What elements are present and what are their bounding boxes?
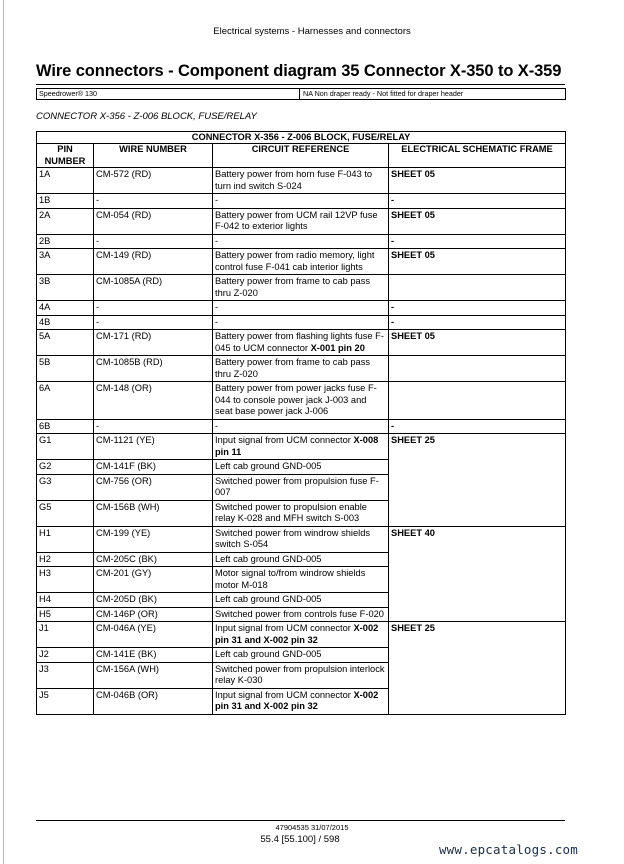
table-row bbox=[37, 234, 566, 249]
document-code: 47904535 31/07/2015 bbox=[275, 823, 349, 832]
circuit-cell bbox=[213, 382, 389, 420]
circuit-text: Switched power to propulsion enable relay K-028 and MFH switch S-003 bbox=[215, 501, 367, 523]
wire-cell: CM-156A (WH) bbox=[94, 662, 213, 688]
schematic-frame-cell bbox=[389, 356, 566, 382]
wire-cell: CM-205C (BK) bbox=[94, 552, 213, 567]
wire-cell: - bbox=[94, 315, 213, 330]
schematic-frame-cell: SHEET 05 bbox=[389, 249, 566, 275]
table-row bbox=[37, 434, 566, 460]
circuit-cell bbox=[213, 622, 389, 648]
pin-cell: 6B bbox=[37, 419, 94, 434]
pin-cell: 3B bbox=[37, 275, 94, 301]
schematic-frame-cell bbox=[389, 275, 566, 301]
wire-cell: CM-205D (BK) bbox=[94, 593, 213, 608]
circuit-text: Battery power from frame to cab pass thru Z-020 bbox=[215, 276, 371, 298]
schematic-frame-cell: SHEET 05 bbox=[389, 330, 566, 356]
watermark-text: www.epcatalogs.com bbox=[438, 842, 578, 857]
pin-cell: H3 bbox=[37, 567, 94, 593]
pin-cell: 2A bbox=[37, 208, 94, 234]
pin-cell: H5 bbox=[37, 607, 94, 622]
pin-cell: G1 bbox=[37, 434, 94, 460]
circuit-text: Battery power from horn fuse F-043 to turn ind switch S-024 bbox=[215, 169, 373, 191]
table-row bbox=[37, 208, 566, 234]
circuit-cell bbox=[213, 275, 389, 301]
circuit-cell bbox=[213, 168, 389, 194]
section-heading: CONNECTOR X-356 - Z-006 BLOCK, FUSE/RELAY bbox=[36, 111, 257, 122]
table-row bbox=[37, 526, 566, 552]
wire-cell: CM-171 (RD) bbox=[94, 330, 213, 356]
page-title: Wire connectors - Component diagram 35 Connector X-350 to X-359 bbox=[36, 62, 562, 80]
wire-cell: - bbox=[94, 194, 213, 209]
schematic-frame-cell: - bbox=[389, 194, 566, 209]
pin-cell: 4A bbox=[37, 301, 94, 316]
table-row bbox=[37, 622, 566, 648]
circuit-cell bbox=[213, 460, 389, 475]
wire-cell: CM-148 (OR) bbox=[94, 382, 213, 420]
circuit-text: Battery power from radio memory, light control fuse F-041 cab interior lights bbox=[215, 250, 375, 272]
circuit-cell bbox=[213, 552, 389, 567]
schematic-frame-cell: - bbox=[389, 234, 566, 249]
pin-cell: 1A bbox=[37, 168, 94, 194]
wire-cell: CM-572 (RD) bbox=[94, 168, 213, 194]
page-left-border bbox=[3, 0, 4, 864]
pin-cell: 4B bbox=[37, 315, 94, 330]
circuit-text: Switched power from controls fuse F-020 bbox=[215, 608, 384, 619]
circuit-text: - bbox=[215, 195, 219, 205]
wire-cell: CM-1085B (RD) bbox=[94, 356, 213, 382]
table-row bbox=[37, 275, 566, 301]
pin-cell: J1 bbox=[37, 622, 94, 648]
circuit-cell bbox=[213, 593, 389, 608]
circuit-cell bbox=[213, 194, 389, 209]
circuit-text: Battery power from frame to cab pass thru Z-020 bbox=[215, 357, 371, 379]
circuit-cell bbox=[213, 474, 389, 500]
pin-cell: 2B bbox=[37, 234, 94, 249]
pin-cell: H4 bbox=[37, 593, 94, 608]
wire-cell: CM-756 (OR) bbox=[94, 474, 213, 500]
column-header-circuit: CIRCUIT REFERENCE bbox=[213, 144, 389, 168]
schematic-frame-cell: - bbox=[389, 315, 566, 330]
pin-cell: G5 bbox=[37, 500, 94, 526]
schematic-frame-cell: SHEET 25 bbox=[389, 622, 566, 715]
connector-table bbox=[36, 131, 566, 715]
column-header-pin: PIN NUMBER bbox=[37, 144, 94, 168]
schematic-frame-cell: SHEET 05 bbox=[389, 168, 566, 194]
column-header-wire: WIRE NUMBER bbox=[94, 144, 213, 168]
pin-cell: J5 bbox=[37, 688, 94, 714]
table-row bbox=[37, 419, 566, 434]
pin-cell: H1 bbox=[37, 526, 94, 552]
circuit-connector-ref: X-001 pin 20 bbox=[310, 342, 365, 353]
circuit-cell bbox=[213, 607, 389, 622]
configuration-note: NA Non draper ready - Not fitted for draper header bbox=[299, 89, 567, 99]
circuit-connector-ref: X-008 pin 11 bbox=[215, 435, 379, 457]
table-row bbox=[37, 301, 566, 316]
wire-cell: CM-054 (RD) bbox=[94, 208, 213, 234]
wire-cell: CM-199 (YE) bbox=[94, 526, 213, 552]
wire-cell: CM-141F (BK) bbox=[94, 460, 213, 475]
circuit-cell bbox=[213, 526, 389, 552]
circuit-text: Left cab ground GND-005 bbox=[215, 461, 322, 471]
table-row bbox=[37, 249, 566, 275]
schematic-frame-cell: - bbox=[389, 419, 566, 434]
page-number: 55.4 [55.100] / 598 bbox=[260, 834, 340, 845]
circuit-text: - bbox=[215, 302, 219, 312]
circuit-cell bbox=[213, 356, 389, 382]
circuit-text: Battery power from flashing lights fuse F-045 to UCM connector bbox=[215, 331, 384, 353]
schematic-frame-cell: SHEET 25 bbox=[389, 434, 566, 527]
table-row bbox=[37, 330, 566, 356]
circuit-cell bbox=[213, 330, 389, 356]
schematic-frame-cell: SHEET 40 bbox=[389, 526, 566, 622]
footer-rule bbox=[36, 820, 565, 821]
circuit-cell bbox=[213, 688, 389, 714]
circuit-cell bbox=[213, 567, 389, 593]
pin-cell: H2 bbox=[37, 552, 94, 567]
circuit-cell bbox=[213, 301, 389, 316]
circuit-connector-ref: X-002 pin 31 and X-002 pin 32 bbox=[215, 623, 379, 645]
circuit-cell bbox=[213, 234, 389, 249]
pin-cell: 5A bbox=[37, 330, 94, 356]
table-row bbox=[37, 356, 566, 382]
circuit-text: Switched power from propulsion interlock relay K-030 bbox=[215, 663, 385, 685]
wire-cell: CM-1085A (RD) bbox=[94, 275, 213, 301]
table-row bbox=[37, 168, 566, 194]
pin-cell: G3 bbox=[37, 474, 94, 500]
model-name: Speedrower® 130 bbox=[39, 89, 98, 98]
wire-cell: - bbox=[94, 234, 213, 249]
wire-cell: CM-1121 (YE) bbox=[94, 434, 213, 460]
circuit-cell bbox=[213, 208, 389, 234]
circuit-text: - bbox=[215, 235, 219, 246]
circuit-cell bbox=[213, 249, 389, 275]
circuit-cell bbox=[213, 648, 389, 663]
wire-cell: CM-046B (OR) bbox=[94, 688, 213, 714]
circuit-cell bbox=[213, 662, 389, 688]
model-info-bar bbox=[36, 88, 566, 100]
table-body bbox=[37, 168, 566, 715]
circuit-text: - bbox=[215, 420, 219, 431]
circuit-text: Input signal from UCM connector bbox=[215, 435, 354, 445]
schematic-frame-cell bbox=[389, 382, 566, 420]
circuit-text: Left cab ground GND-005 bbox=[215, 649, 322, 659]
circuit-text: Battery power from UCM rail 12VP fuse F-042 to exterior lights bbox=[215, 209, 378, 231]
wire-cell: CM-156B (WH) bbox=[94, 500, 213, 526]
schematic-frame-cell: - bbox=[389, 301, 566, 316]
wire-cell: CM-046A (YE) bbox=[94, 622, 213, 648]
circuit-text: Left cab ground GND-005 bbox=[215, 594, 322, 604]
wire-cell: - bbox=[94, 301, 213, 316]
circuit-cell bbox=[213, 419, 389, 434]
table-caption: CONNECTOR X-356 - Z-006 BLOCK, FUSE/RELAY bbox=[37, 132, 566, 144]
wire-cell: CM-141E (BK) bbox=[94, 648, 213, 663]
circuit-cell bbox=[213, 315, 389, 330]
circuit-text: - bbox=[215, 316, 219, 327]
column-header-schematic: ELECTRICAL SCHEMATIC FRAME bbox=[389, 144, 566, 168]
table-row bbox=[37, 194, 566, 209]
title-underline bbox=[36, 84, 565, 85]
circuit-text: Motor signal to/from windrow shields motor M-018 bbox=[215, 568, 366, 590]
pin-cell: G2 bbox=[37, 460, 94, 475]
circuit-text: Input signal from UCM connector bbox=[215, 689, 354, 700]
pin-cell: 1B bbox=[37, 194, 94, 209]
wire-cell: CM-201 (GY) bbox=[94, 567, 213, 593]
circuit-cell bbox=[213, 434, 389, 460]
pin-cell: J3 bbox=[37, 662, 94, 688]
wire-cell: CM-149 (RD) bbox=[94, 249, 213, 275]
table-row bbox=[37, 315, 566, 330]
wire-cell: - bbox=[94, 419, 213, 434]
pin-cell: 5B bbox=[37, 356, 94, 382]
circuit-text: Left cab ground GND-005 bbox=[215, 553, 322, 564]
circuit-connector-ref: X-002 pin 31 and X-002 pin 32 bbox=[215, 689, 379, 711]
pin-cell: 6A bbox=[37, 382, 94, 420]
table-row bbox=[37, 382, 566, 420]
running-header: Electrical systems - Harnesses and connectors bbox=[213, 26, 411, 37]
schematic-frame-cell: SHEET 05 bbox=[389, 208, 566, 234]
pin-cell: J2 bbox=[37, 648, 94, 663]
pin-cell: 3A bbox=[37, 249, 94, 275]
wire-cell: CM-146P (OR) bbox=[94, 607, 213, 622]
circuit-text: Input signal from UCM connector bbox=[215, 623, 354, 633]
circuit-text: Battery power from power jacks fuse F-044 to console power jack J-003 and seat base power jack J-006 bbox=[215, 383, 377, 416]
circuit-text: Switched power from propulsion fuse F-007 bbox=[215, 475, 379, 497]
circuit-cell bbox=[213, 500, 389, 526]
circuit-text: Switched power from windrow shields switch S-054 bbox=[215, 527, 371, 549]
